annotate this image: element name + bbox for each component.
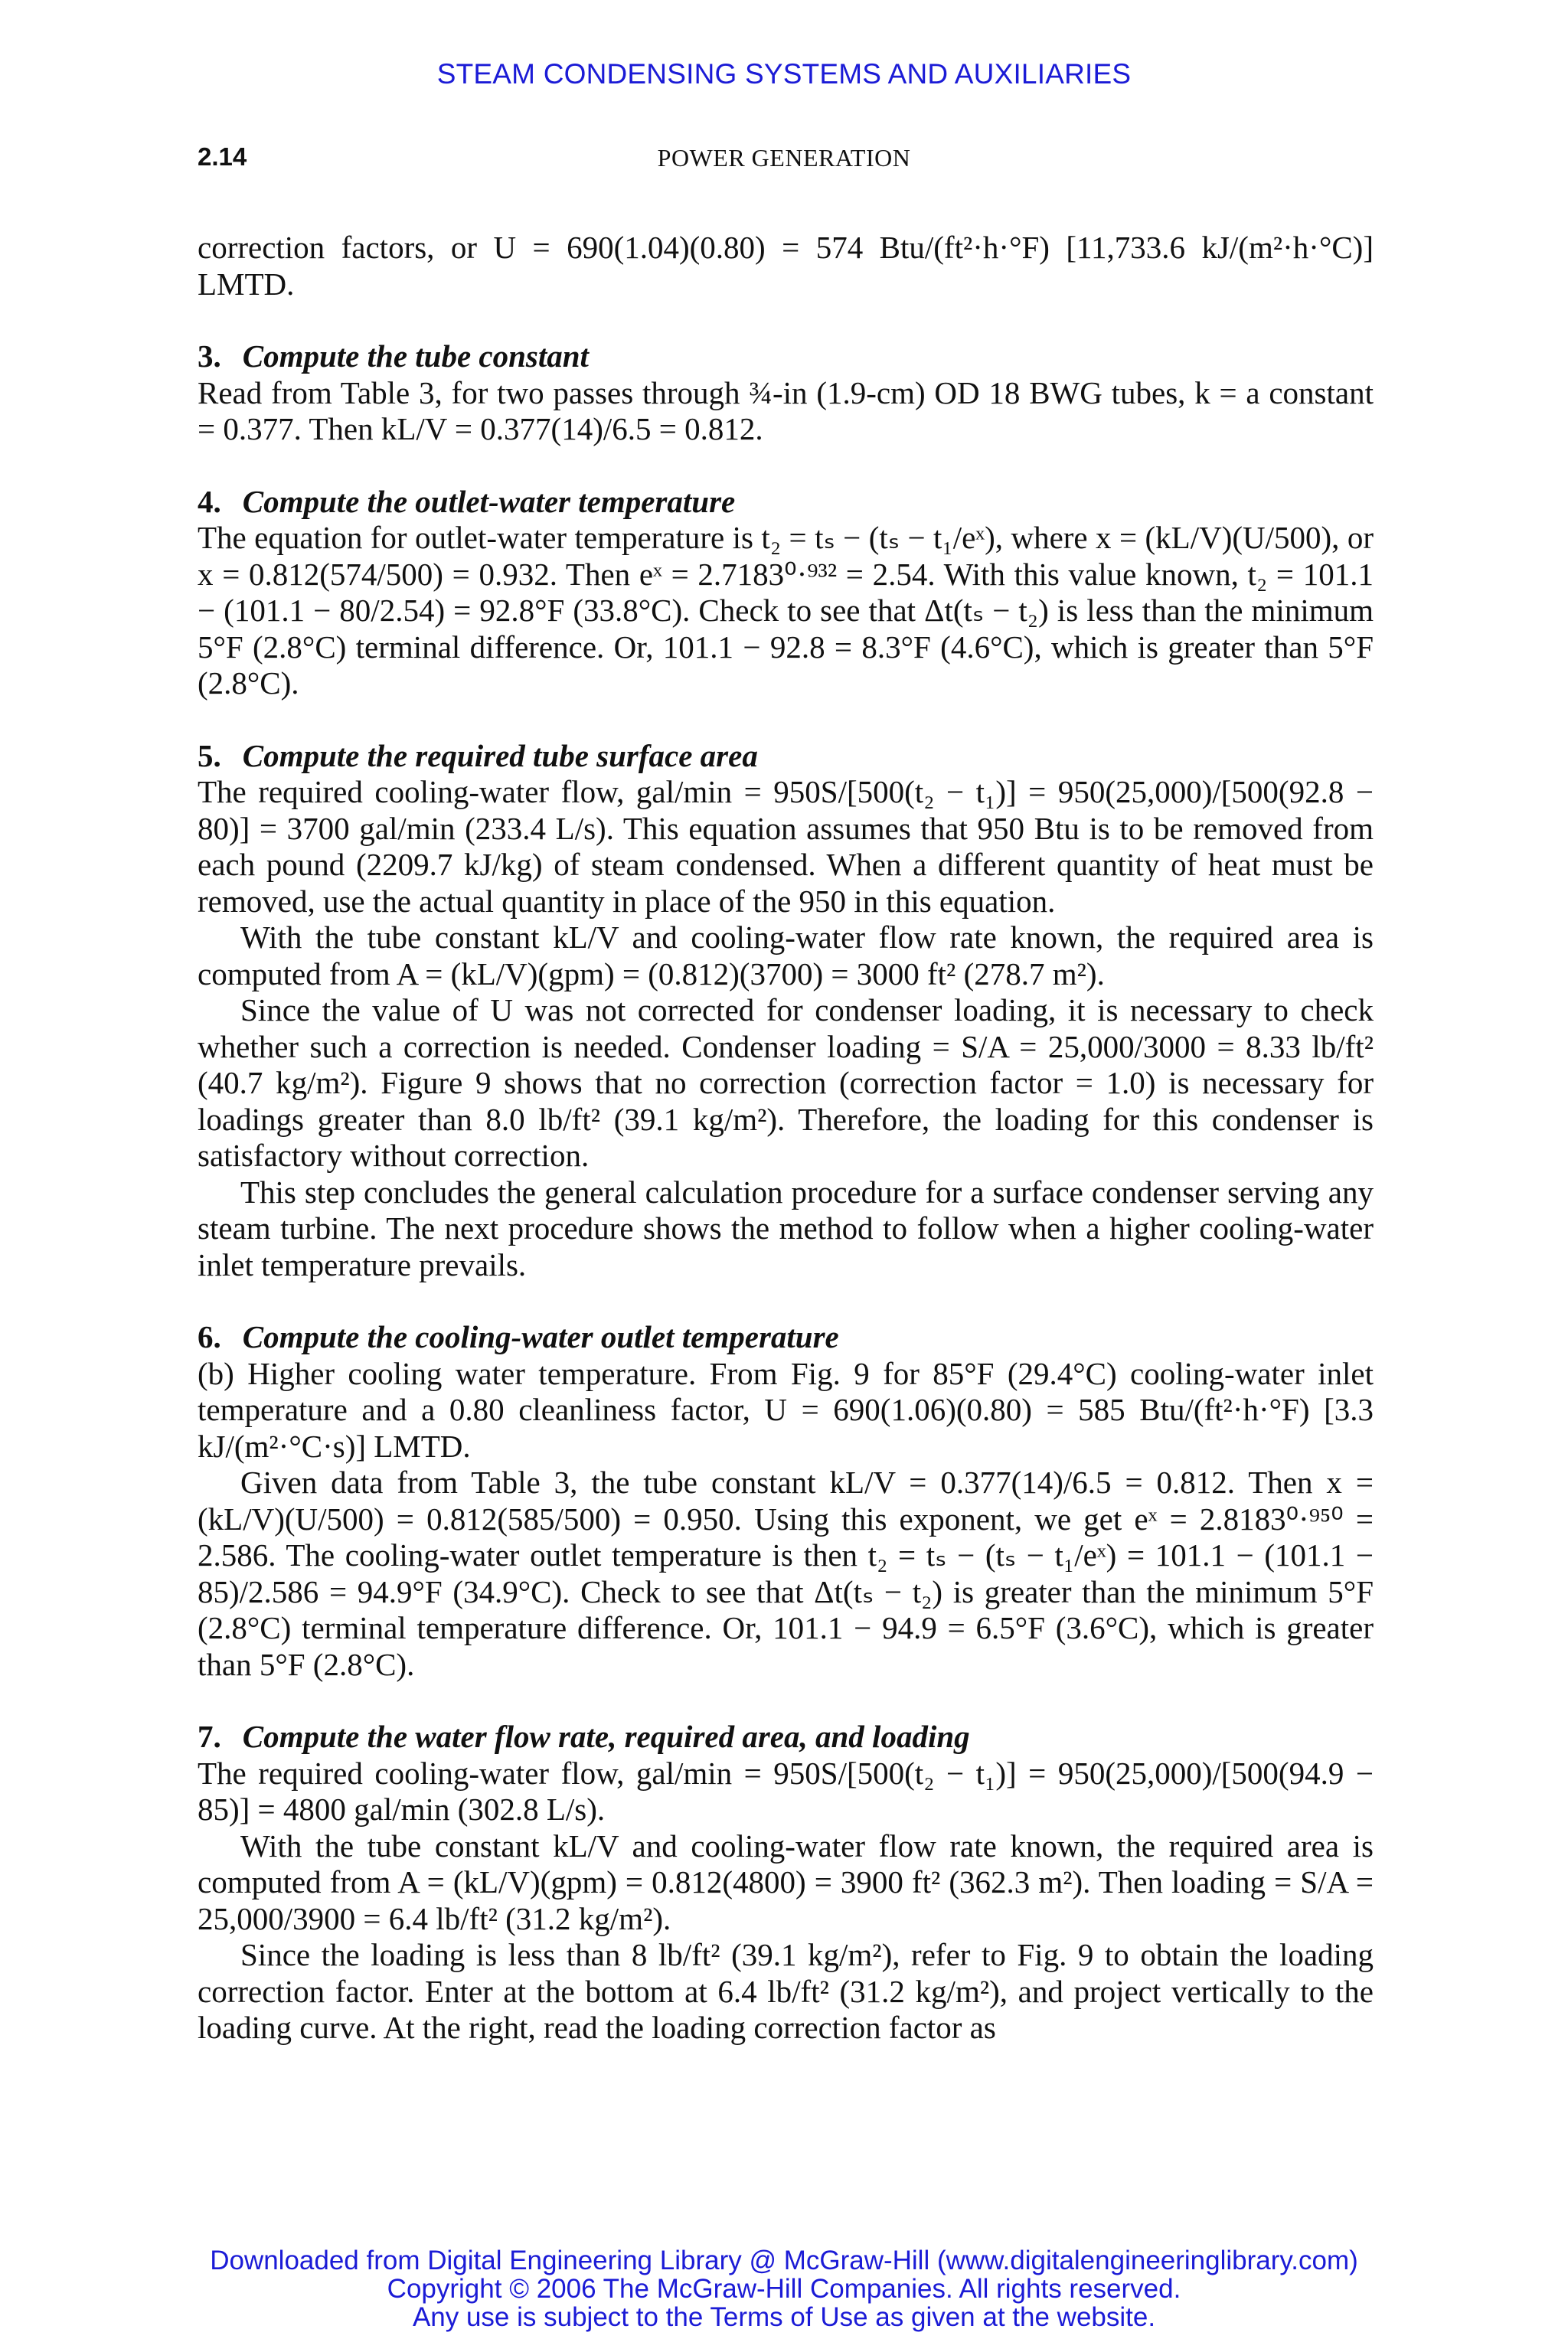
step-5-paragraph-3: Since the value of U was not corrected for condenser loading, it is necessary to check whether such a correction is needed. Condenser loading = S/A = 25,000/3000 = 8.33 lb/ft² (40.7 kg/m²). Figure 9 shows that no correction (correction factor = 1.0) is necessary for loadings greater than 8.0 lb/ft² (39.1 kg/m²). Therefore, the loading for this condenser is satisfactory without correction. xyxy=(198,992,1374,1173)
step-4-heading xyxy=(198,484,1374,521)
step-5-heading xyxy=(198,738,1374,775)
step-number: 7. xyxy=(198,1719,221,1754)
step-6-paragraph-2: Given data from Table 3, the tube constant kL/V = 0.377(14)/6.5 = 0.812. Then x = (kL/V)(U/500) = 0.812(585/500) = 0.950. Using this exponent, we get eˣ = 2.8183⁰·⁹⁵⁰ = 2.586. The cooling-water outlet temperature is then t₂ = tₛ − (tₛ − t₁/eˣ) = 101.1 − (101.1 − 85)/2.586 = 94.9°F (34.9°C). Check to see that Δt(tₛ − t₂) is greater than the minimum 5°F (2.8°C) terminal temperature difference. Or, 101.1 − 94.9 = 6.5°F (3.6°C), which is greater than 5°F (2.8°C). xyxy=(198,1465,1374,1682)
step-3-heading xyxy=(198,338,1374,375)
step-4-paragraph-1: The equation for outlet-water temperature is t₂ = tₛ − (tₛ − t₁/eˣ), where x = (kL/V)(U/500), or x = 0.812(574/500) = 0.932. Then eˣ = 2.7183⁰·⁹³² = 2.54. With this value known, t₂ = 101.1 − (101.1 − 80/2.54) = 92.8°F (33.8°C). Check to see that Δt(tₛ − t₂) is less than the minimum 5°F (2.8°C) terminal difference. Or, 101.1 − 92.8 = 8.3°F (4.6°C), which is greater than 5°F (2.8°C). xyxy=(198,520,1374,701)
step-number: 5. xyxy=(198,737,221,773)
step-7-paragraph-2: With the tube constant kL/V and cooling-water flow rate known, the required area is computed from A = (kL/V)(gpm) = 0.812(4800) = 3900 ft² (362.3 m²). Then loading = S/A = 25,000/3900 = 6.4 lb/ft² (31.2 kg/m²). xyxy=(198,1828,1374,1936)
step-title: Compute the tube constant xyxy=(242,338,589,374)
step-title: Compute the cooling-water outlet temperature xyxy=(242,1319,839,1354)
step-title: Compute the outlet-water temperature xyxy=(242,483,736,519)
intro-paragraph: correction factors, or U = 690(1.04)(0.80) = 574 Btu/(ft²·h·°F) [11,733.6 kJ/(m²·h·°C)] LMTD. xyxy=(198,230,1374,302)
step-number: 6. xyxy=(198,1319,221,1354)
step-7-heading xyxy=(198,1719,1374,1756)
page-number: 2.14 xyxy=(198,142,247,171)
step-6-paragraph-1: (b) Higher cooling water temperature. From Fig. 9 for 85°F (29.4°C) cooling-water inlet temperature and a 0.80 cleanliness factor, U = 690(1.06)(0.80) = 585 Btu/(ft²·h·°F) [3.3 kJ/(m²·°C·s)] LMTD. xyxy=(198,1355,1374,1464)
footer-terms-line: Any use is subject to the Terms of Use as given at the website. xyxy=(412,2302,1156,2332)
step-6-heading xyxy=(198,1319,1374,1356)
footer-download-line: Downloaded from Digital Engineering Library @ McGraw-Hill (www.digitalengineeringlibrary.com) xyxy=(210,2246,1358,2275)
step-5-paragraph-4: This step concludes the general calculation procedure for a surface condenser serving any steam turbine. The next procedure shows the method to follow when a higher cooling-water inlet temperature prevails. xyxy=(198,1174,1374,1282)
step-title: Compute the water flow rate, required area, and loading xyxy=(242,1719,970,1754)
step-5-paragraph-1: The required cooling-water flow, gal/min = 950S/[500(t₂ − t₁)] = 950(25,000)/[500(92.8 − 80)] = 3700 gal/min (233.4 L/s). This equation assumes that 950 Btu is to be removed from each pound (2209.7 kJ/kg) of steam condensed. When a different quantity of heat must be removed, use the actual quantity in place of the 950 in this equation. xyxy=(198,774,1374,919)
book-title: POWER GENERATION xyxy=(657,144,911,172)
step-7-paragraph-1: The required cooling-water flow, gal/min = 950S/[500(t₂ − t₁)] = 950(25,000)/[500(94.9 − 85)] = 4800 gal/min (302.8 L/s). xyxy=(198,1755,1374,1827)
step-number: 3. xyxy=(198,338,221,374)
body-text xyxy=(198,230,1374,2047)
step-5-paragraph-2: With the tube constant kL/V and cooling-water flow rate known, the required area is computed from A = (kL/V)(gpm) = (0.812)(3700) = 3000 ft² (278.7 m²). xyxy=(198,920,1374,991)
step-3-paragraph-1: Read from Table 3, for two passes through ¾-in (1.9-cm) OD 18 BWG tubes, k = a constant = 0.377. Then kL/V = 0.377(14)/6.5 = 0.812. xyxy=(198,374,1374,446)
running-head: STEAM CONDENSING SYSTEMS AND AUXILIARIES xyxy=(436,58,1132,90)
copyright-footer xyxy=(0,2246,1568,2331)
step-number: 4. xyxy=(198,483,221,519)
footer-copyright-line: Copyright © 2006 The McGraw-Hill Companies. All rights reserved. xyxy=(387,2274,1181,2304)
step-7-paragraph-3: Since the loading is less than 8 lb/ft² (39.1 kg/m²), refer to Fig. 9 to obtain the loading correction factor. Enter at the bottom at 6.4 lb/ft² (31.2 kg/m²), and project vertically to the loading curve. At the right, read the loading correction factor as xyxy=(198,1937,1374,2045)
step-title: Compute the required tube surface area xyxy=(242,737,758,773)
